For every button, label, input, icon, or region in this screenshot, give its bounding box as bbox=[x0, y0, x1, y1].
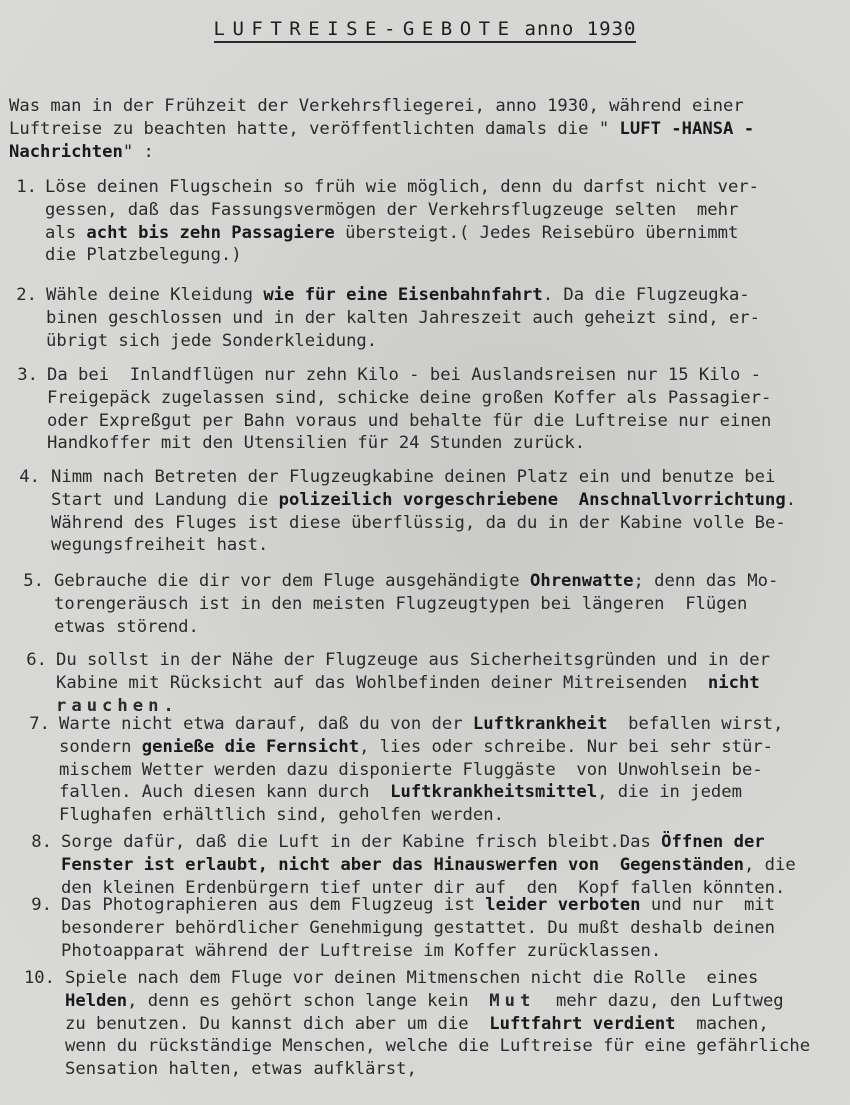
intro-bold: LUFT -HANSA - bbox=[619, 119, 755, 139]
rule-item-5 bbox=[0, 570, 800, 661]
rule-number: 6. bbox=[26, 650, 47, 670]
intro-bold: Nachrichten bbox=[9, 142, 123, 162]
rule-text: Spiele nach dem Fluge vor deinen Mitmenschen nicht die Rolle eines Helden, denn es gehört schon lange kein Mut mehr dazu, den Luftweg zu benutzen. Du kannst dich aber um die Luftfahrt verdient machen, wenn du rückständige Menschen, welche die Luftreise für eine gefährliche Sensation halten, etwas aufklärst, bbox=[65, 968, 811, 1080]
rule-text: Gebrauche die dir vor dem Fluge ausgehändigte Ohrenwatte; denn das Mo- torengeräusch ist in den meisten Flugzeugtypen bei längeren Flügen etwas störend. bbox=[54, 571, 779, 637]
title-main: LUFTREISE-GEBOTE bbox=[213, 18, 517, 40]
rule-item-10 bbox=[0, 967, 811, 1080]
rule-text: Das Photographieren aus dem Flugzeug ist leider verboten und nur mit besonderer behördlicher Genehmigung gestattet. Du mußt deshalb deinen Photoapparat während der Luftreise im Koffer zurücklassen. bbox=[61, 895, 776, 961]
rule-item-4 bbox=[0, 466, 800, 557]
rule-text: Da bei Inlandflügen nur zehn Kilo - bei Auslandsreisen nur 15 Kilo - Freigepäck zugelassen sind, schicke deine großen Koffer als Passagier- oder Expreßgut per Bahn voraus und behalte für die Luftreise nur einen Handkoffer mit den Utensilien für 24 Stunden zurück. bbox=[47, 365, 772, 454]
intro-line: Luftreise zu beachten hatte, veröffentlichten damals die " bbox=[9, 119, 620, 139]
rule-text: Du sollst in der Nähe der Flugzeuge aus Sicherheitsgründen und in der Kabine mit Rücksicht auf das Wohlbefinden deiner Mitreisenden nicht rauchen. bbox=[56, 650, 770, 716]
rule-number: 1. bbox=[16, 177, 37, 197]
rule-number: 7. bbox=[29, 714, 50, 734]
rule-number: 5. bbox=[23, 571, 44, 591]
rule-number: 4. bbox=[19, 467, 40, 487]
rule-item-1 bbox=[0, 176, 800, 267]
rule-item-2 bbox=[0, 284, 800, 375]
rule-text: Sorge dafür, daß die Luft in der Kabine frisch bleibt.Das Öffnen der Fenster ist erlaubt, nicht aber das Hinauswerfen von Gegenständen, die den kleinen Erdenbürgern tief unter dir auf den Kopf fallen könnten. bbox=[61, 832, 796, 898]
intro-line: Was man in der Frühzeit der Verkehrsfliegerei, anno 1930, während einer bbox=[9, 96, 744, 116]
rule-text: Löse deinen Flugschein so früh wie möglich, denn du darfst nicht ver- gessen, daß das Fassungsvermögen der Verkehrsflugzeuge selten mehr als acht bis zehn Passagiere übersteigt.( Jedes Reisebüro übernimmt die Platzbelegung.) bbox=[45, 177, 759, 266]
rule-item-7 bbox=[0, 713, 800, 826]
title-underline bbox=[214, 18, 637, 43]
intro-paragraph bbox=[9, 95, 841, 164]
title-year: anno 1930 bbox=[524, 18, 637, 40]
rule-number: 10. bbox=[23, 968, 55, 988]
rule-item-3 bbox=[0, 364, 800, 455]
rule-number: 2. bbox=[16, 285, 37, 305]
intro-line: " : bbox=[122, 142, 154, 162]
document-title bbox=[0, 18, 850, 43]
rule-number: 9. bbox=[31, 895, 52, 915]
rule-number: 8. bbox=[31, 832, 52, 852]
rule-text: Warte nicht etwa darauf, daß du von der Luftkrankheit befallen wirst, sondern genieße die Fernsicht, lies oder schreibe. Nur bei sehr stür- mischem Wetter werden dazu disponierte Fluggäste von Unwohlsein be- fallen. Auch diesen kann durch Luftkrankheitsmittel, die in jedem Flughafen erhältlich sind, geholfen werden. bbox=[59, 714, 784, 826]
rule-text: Nimm nach Betreten der Flugzeugkabine deinen Platz ein und benutze bei Start und Landung die polizeilich vorgeschriebene Anschnallvorrichtung. Während des Fluges ist diese überflüssig, da du in der Kabine volle Be- wegungsfreiheit hast. bbox=[51, 467, 797, 556]
rule-number: 3. bbox=[17, 365, 38, 385]
rule-text: Wähle deine Kleidung wie für eine Eisenbahnfahrt. Da die Flugzeugka- binen geschlossen und in der kalten Jahreszeit auch geheizt sind, er- übrigt sich jede Sonderkleidung. bbox=[46, 285, 760, 351]
